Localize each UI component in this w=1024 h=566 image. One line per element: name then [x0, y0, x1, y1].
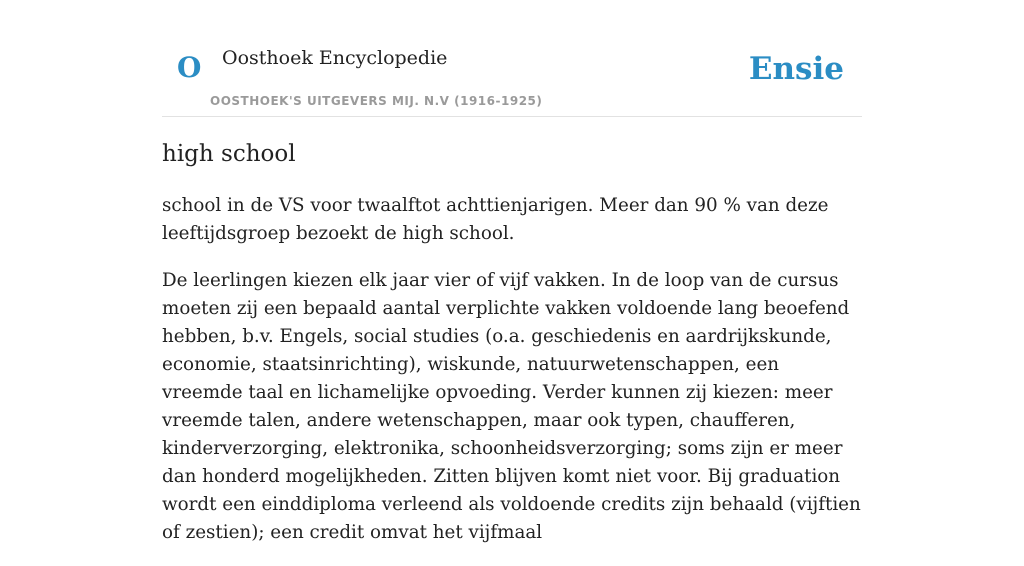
- entry-paragraph-1: school in de VS voor twaalftot achttienjarigen. Meer dan 90 % van deze leeftijdsgroep bezoekt de high school.: [162, 195, 829, 244]
- entry-paragraph-2: De leerlingen kiezen elk jaar vier of vijf vakken. In de loop van de cursus moeten zij een bepaald aantal verplichte vakken voldoende lang beoefend hebben, b.v. Engels, social studies (o.a. geschiedenis en aardrijkskunde, economie, staatsinrichting), wiskunde, natuurwetenschappen, een vreemde taal en lichamelijke opvoeding. Verder kunnen zij kiezen: meer vreemde talen, andere wetenschappen, maar ook typen, chaufferen, kinderverzorging, elektronika, schoonheidsverzorging; soms zijn er meer dan honderd mogelijkheden. Zitten blijven komt niet voor. Bij graduation wordt een einddiploma verleend als voldoende credits zijn behaald (vijftien of zestien); een credit omvat het vijfmaal: [162, 270, 861, 543]
- site-header: [162, 0, 862, 117]
- page: [162, 0, 862, 543]
- entry-title: high school: [162, 141, 296, 167]
- publisher-subtitle: OOSTHOEK'S UITGEVERS MIJ. N.V (1916-1925): [210, 94, 543, 108]
- site-title-link[interactable]: Oosthoek Encyclopedie: [222, 47, 448, 69]
- ensie-logo-link[interactable]: Ensie: [748, 51, 844, 87]
- entry-content: [162, 192, 862, 566]
- logo-icon[interactable]: O: [177, 51, 202, 84]
